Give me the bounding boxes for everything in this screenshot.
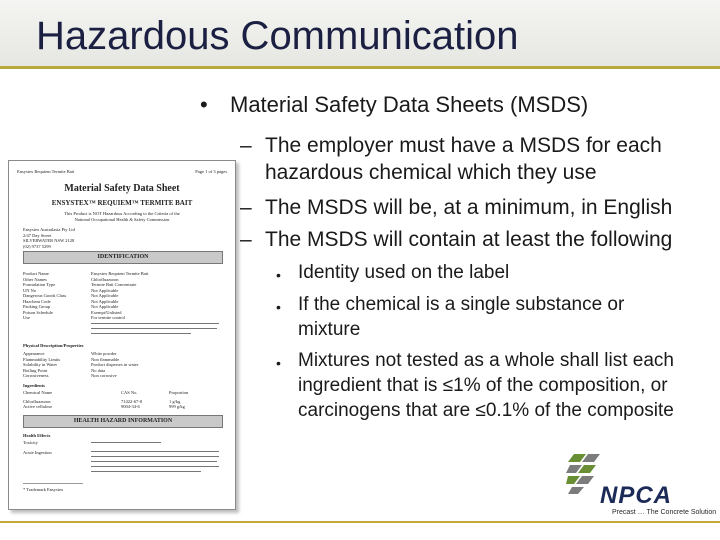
- msds-physical-labels: [23, 351, 60, 379]
- msds-col-header: Proportion: [169, 390, 189, 395]
- dash-marker: –: [240, 134, 252, 157]
- bottom-strip: [0, 523, 720, 540]
- dash-marker: –: [240, 196, 252, 219]
- msds-ingredients-heading: Ingredients: [23, 383, 45, 388]
- msds-text-line: [91, 451, 219, 452]
- msds-label: Packing Group: [23, 304, 51, 309]
- bullet-marker: •: [276, 267, 281, 283]
- msds-value: Ensystex Requiem Termite Bait: [91, 271, 149, 276]
- msds-identification-values: [91, 271, 148, 321]
- msds-section-identification: IDENTIFICATION: [23, 251, 223, 264]
- msds-company-line: SILVERWATER NSW 2128: [23, 238, 75, 243]
- msds-value: Not Applicable: [91, 293, 119, 298]
- msds-label: Appearance: [23, 351, 45, 356]
- msds-label: Poison Schedule: [23, 309, 53, 315]
- bullet-marker: •: [276, 299, 281, 315]
- msds-value: Not Applicable: [91, 304, 119, 309]
- sub-bullet-line: The employer must have a MSDS for each: [265, 134, 662, 157]
- msds-subtitle-line: This Product is NOT Hazardous According to the Criteria of the: [64, 211, 180, 216]
- msds-label: Dangerous Goods Class: [23, 293, 67, 298]
- msds-header-right: Page 1 of 3 pages: [195, 169, 227, 174]
- sub-bullet-employer: [240, 132, 662, 186]
- msds-value: White powder: [91, 351, 117, 356]
- npca-tagline: Precast … The Concrete Solution: [612, 509, 717, 516]
- msds-physical-values: [91, 351, 138, 379]
- slide-title: Hazardous Communication: [36, 14, 519, 58]
- msds-cell: 71422-67-8: [121, 398, 142, 404]
- msds-value: Exempt/Unlisted: [91, 309, 122, 315]
- detail-line: ingredient that is ≤1% of the composition, or: [298, 375, 668, 396]
- msds-label: Boiling Point: [23, 367, 48, 373]
- sub-bullet-contents: [240, 226, 672, 253]
- title-divider: [0, 66, 720, 69]
- dash-marker: –: [240, 228, 252, 251]
- msds-text-line: [91, 328, 217, 329]
- msds-identification-labels: [23, 271, 66, 321]
- msds-text-line: [91, 456, 219, 457]
- msds-value: Chlorfluazuron: [91, 276, 119, 282]
- msds-ingredients-col-proportion: [169, 390, 188, 410]
- msds-value: Non flammable: [91, 356, 120, 362]
- msds-subtitle: [9, 211, 235, 222]
- msds-toxicity-label: Toxicity: [23, 440, 38, 445]
- detail-bullet-mixtures: [276, 348, 674, 423]
- msds-label: UN No: [23, 287, 37, 293]
- bullet-msds: [200, 92, 588, 118]
- msds-ingestion-label: Acute Ingestion: [23, 450, 52, 455]
- msds-company: [23, 227, 75, 249]
- msds-value: Termite Bait Concentrate: [91, 282, 137, 287]
- msds-value: Not Applicable: [91, 298, 119, 304]
- msds-col-header: CAS No.: [121, 390, 138, 395]
- msds-col-header: Chemical Name: [23, 390, 53, 395]
- title-band: [0, 0, 720, 66]
- msds-text-line: [91, 333, 191, 334]
- msds-cell: 9004-34-6: [121, 404, 140, 409]
- sub-bullet-english: [240, 194, 672, 221]
- detail-line: Identity used on the label: [298, 262, 510, 283]
- msds-health-label: Health Effects: [23, 433, 51, 438]
- bullet-marker: •: [200, 92, 208, 117]
- detail-bullet-single-substance: [276, 292, 624, 342]
- msds-label: Hazchem Code: [23, 298, 51, 304]
- msds-cell: Chlorfluazuron: [23, 398, 51, 404]
- msds-company-line: Ensystex Australasia Pty Ltd: [23, 227, 75, 232]
- sub-bullet-line: The MSDS will be, at a minimum, in English: [265, 196, 673, 219]
- msds-label: Other Names: [23, 276, 47, 282]
- msds-company-line: (02) 9737 5299: [23, 243, 51, 249]
- msds-section-health: HEALTH HAZARD INFORMATION: [23, 415, 223, 428]
- msds-text-line: [91, 442, 161, 443]
- msds-footnote-rule: [23, 483, 83, 484]
- msds-header-left: Ensystex Requiem Termite Bait: [17, 169, 75, 174]
- msds-label: Corrosiveness: [23, 373, 49, 378]
- msds-cell: 1 g/kg: [169, 398, 181, 404]
- msds-value: For termite control: [91, 315, 125, 320]
- msds-text-line: [91, 471, 201, 472]
- msds-footnote: * Trademark Ensystex: [23, 487, 64, 492]
- detail-line: carcinogens that are ≤0.1% of the composite: [298, 400, 674, 421]
- detail-line: mixture: [298, 319, 361, 340]
- msds-document-image: [8, 160, 236, 510]
- detail-line: If the chemical is a single substance or: [298, 294, 625, 315]
- msds-ingredients-col-cas: [121, 390, 142, 410]
- msds-label: Use: [23, 315, 30, 320]
- msds-physical-heading: Physical Description/Properties: [23, 343, 84, 348]
- msds-text-line: [91, 323, 219, 324]
- msds-cell: 999 g/kg: [169, 404, 185, 409]
- msds-company-line: 2/47 Day Street: [23, 232, 52, 238]
- npca-wordmark: NPCA: [600, 482, 673, 509]
- msds-value: Non corrosive: [91, 373, 117, 378]
- bullet-text: Material Safety Data Sheets (MSDS): [230, 92, 589, 117]
- msds-label: Formulation Type: [23, 282, 56, 287]
- sub-bullet-line: hazardous chemical which they use: [265, 161, 597, 184]
- msds-label: Product Name: [23, 271, 49, 276]
- msds-value: No data: [91, 367, 106, 373]
- msds-value: Not Applicable: [91, 287, 119, 293]
- msds-label: Flammability Limits: [23, 356, 61, 362]
- sub-bullet-line: The MSDS will contain at least the following: [265, 228, 673, 251]
- msds-subtitle-line: National Occupational Health & Safety Commission: [74, 216, 170, 222]
- detail-line: Mixtures not tested as a whole shall list each: [298, 350, 674, 371]
- msds-label: Solubility in Water: [23, 362, 58, 367]
- msds-cell: Active cellulose: [23, 404, 53, 409]
- msds-product-name: ENSYSTEX™ REQUIEM™ TERMITE BAIT: [51, 199, 193, 207]
- msds-text-line: [91, 466, 219, 467]
- msds-ingredients-col-name: [23, 390, 52, 410]
- detail-bullet-identity: [276, 260, 509, 285]
- msds-title: Material Safety Data Sheet: [64, 183, 180, 194]
- msds-text-line: [91, 461, 217, 462]
- msds-value: Product disperses in water: [91, 362, 139, 367]
- bullet-marker: •: [276, 355, 281, 371]
